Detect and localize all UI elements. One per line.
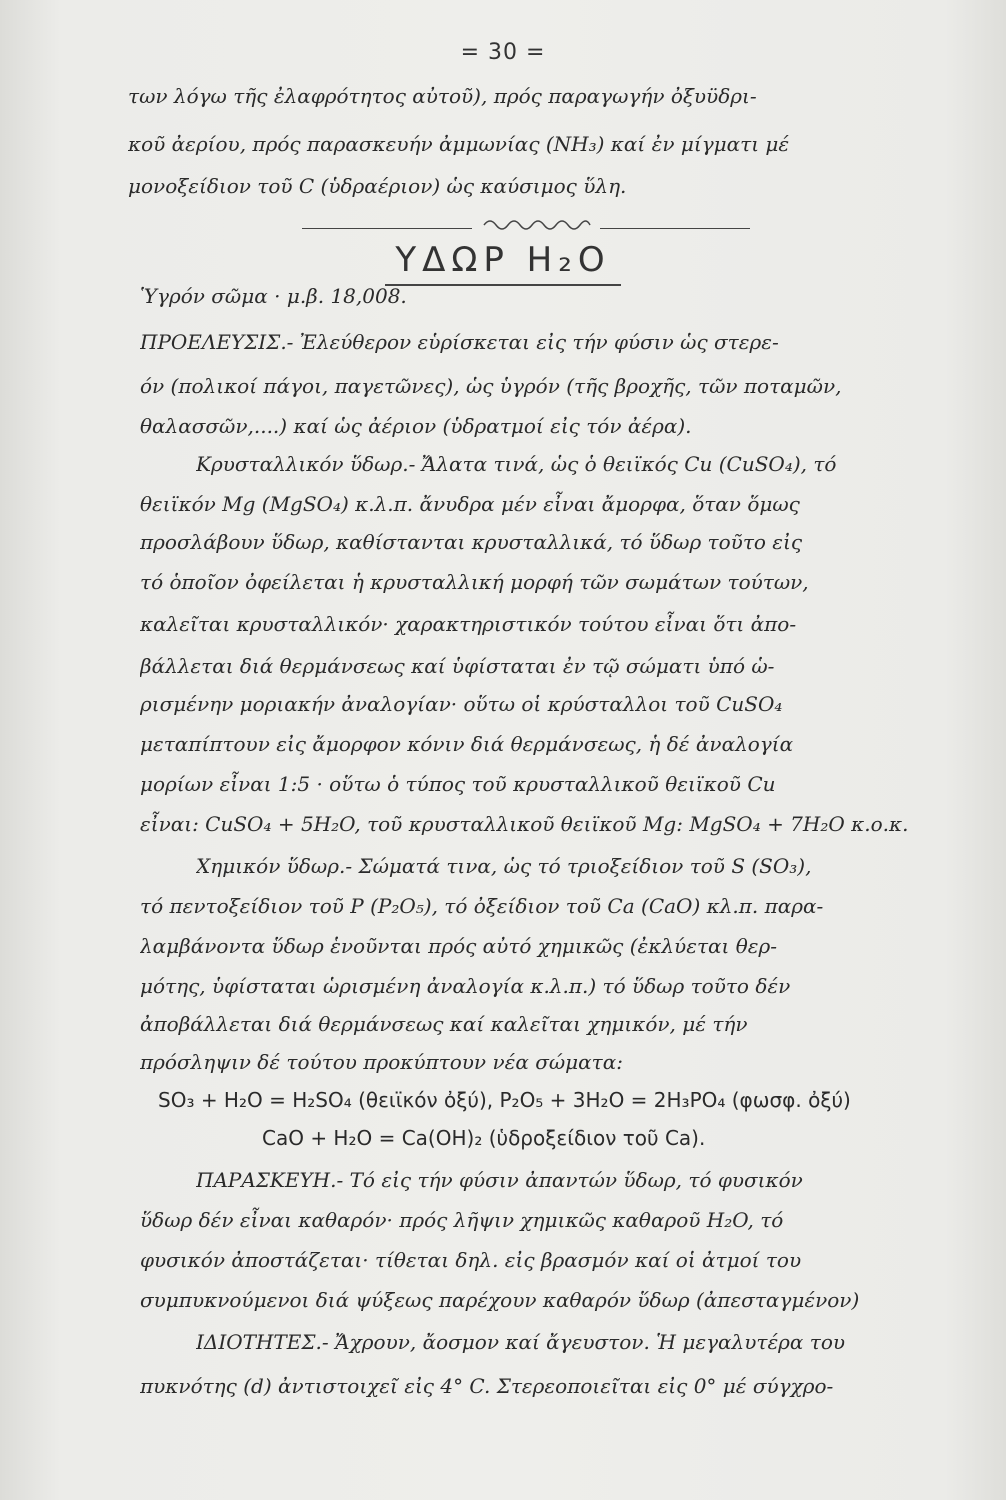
text-line-6: όν (πολικοί πάγοι, παγετῶνες), ὡς ὑγρόν (τῆς βροχῆς, τῶν ποταμῶν, [140,374,842,398]
text-line-24: ΠΑΡΑΣΚΕΥΗ.- Τό εἰς τήν φύσιν ἀπαντών ὕδωρ, τό φυσικόν [196,1168,803,1192]
text-line-17: εἶναι: CuSO₄ + 5H₂O, τοῦ κρυσταλλικοῦ θειϊκοῦ Mg: MgSO₄ + 7H₂O κ.ο.κ. [140,812,909,836]
text-line-14: ρισμένην μοριακήν ἀναλογίαν· οὕτω οἱ κρύσταλλοι τοῦ CuSO₄ [140,692,783,716]
text-line-26: φυσικόν ἀποστάζεται· τίθεται δηλ. εἰς βρασμόν καί οἱ ἀτμοί του [140,1248,802,1272]
text-line-13: βάλλεται διά θερμάνσεως καί ὑφίσταται ἐν τῷ σώματι ὑπό ὡ- [140,654,775,678]
text-line-9: θειϊκόν Mg (MgSO₄) κ.λ.π. ἄνυδρα μέν εἶναι ἄμορφα, ὅταν ὅμως [140,492,800,516]
text-line-25: ὕδωρ δέν εἶναι καθαρόν· πρός λῆψιν χημικῶς καθαροῦ H₂O, τό [140,1208,784,1232]
divider-right [600,228,750,229]
text-line-20: λαμβάνοντα ὕδωρ ἑνοῦνται πρός αὐτό χημικῶς (ἐκλύεται θερ- [140,934,778,958]
text-line-23: πρόσληψιν δέ τούτου προκύπτουν νέα σώματα: [140,1050,623,1074]
text-line-16: μορίων εἶναι 1:5 · οὕτω ὁ τύπος τοῦ κρυσταλλικοῦ θειϊκοῦ Cu [140,772,776,796]
divider-squiggle-icon [482,215,592,231]
text-line-4: Ὑγρόν σῶμα · μ.β. 18,008. [140,284,407,308]
text-line-1: των λόγω τῆς ἐλαφρότητος αὐτοῦ), πρός παραγωγήν ὀξυϋδρι- [128,84,757,108]
text-line-5: ΠΡΟΕΛΕΥΣΙΣ.- Ἐλεύθερον εὑρίσκεται εἰς τήν φύσιν ὡς στερε- [140,330,779,354]
text-line-7: θαλασσῶν,....) καί ὡς ἀέριον (ὑδρατμοί εἰς τόν ἀέρα). [140,414,692,438]
text-line-12: καλεῖται κρυσταλλικόν· χαρακτηριστικόν τούτου εἶναι ὅτι ἀπο- [140,612,797,636]
text-line-21: μότης, ὑφίσταται ὡρισμένη ἀναλογία κ.λ.π.) τό ὕδωρ τοῦτο δέν [140,974,791,998]
page-number: = 30 = [460,40,546,65]
text-line-22: ἀποβάλλεται διά θερμάνσεως καί καλεῖται χημικόν, μέ τήν [140,1012,748,1036]
text-line-15: μεταπίπτουν εἰς ἄμορφον κόνιν διά θερμάνσεως, ἡ δέ ἀναλογία [140,732,794,756]
text-line-29: πυκνότης (d) ἀντιστοιχεῖ εἰς 4° C. Στερεοποιεῖται εἰς 0° μέ σύγχρο- [140,1374,834,1398]
text-line-28: ΙΔΙΟΤΗΤΕΣ.- Ἄχρουν, ἄοσμον καί ἄγευστον. Ἡ μεγαλυτέρα του [196,1330,846,1354]
formula-line-1: SO₃ + H₂O = H₂SO₄ (θειϊκόν ὀξύ), P₂O₅ + 3H₂O = 2H₃PO₄ (φωσφ. ὀξύ) [158,1088,851,1112]
divider-left [302,228,472,229]
text-line-18: Χημικόν ὕδωρ.- Σώματά τινα, ὡς τό τριοξείδιον τοῦ S (SO₃), [196,854,812,878]
text-line-10: προσλάβουν ὕδωρ, καθίστανται κρυσταλλικά, τό ὕδωρ τοῦτο εἰς [140,530,803,554]
text-line-11: τό ὁποῖον ὀφείλεται ἡ κρυσταλλική μορφή τῶν σωμάτων τούτων, [140,570,809,594]
heading-text: ΥΔΩΡ H₂O [385,240,620,286]
text-line-3: μονοξείδιον τοῦ C (ὑδραέριον) ὡς καύσιμος ὕλη. [128,174,627,198]
formula-line-2: CaO + H₂O = Ca(OH)₂ (ὑδροξείδιον τοῦ Ca). [262,1126,706,1150]
text-line-2: κοῦ ἀερίου, πρός παρασκευήν ἀμμωνίας (NH₃) καί ἐν μίγματι μέ [128,132,790,156]
text-line-19: τό πεντοξείδιον τοῦ P (P₂O₅), τό ὀξείδιον τοῦ Ca (CaO) κλ.π. παρα- [140,894,824,918]
text-line-27: συμπυκνούμενοι διά ψύξεως παρέχουν καθαρόν ὕδωρ (ἀπεσταγμένον) [140,1288,860,1312]
section-heading [0,240,1006,280]
text-line-8: Κρυσταλλικόν ὕδωρ.- Ἄλατα τινά, ὡς ὁ θειϊκός Cu (CuSO₄), τό [196,452,837,476]
